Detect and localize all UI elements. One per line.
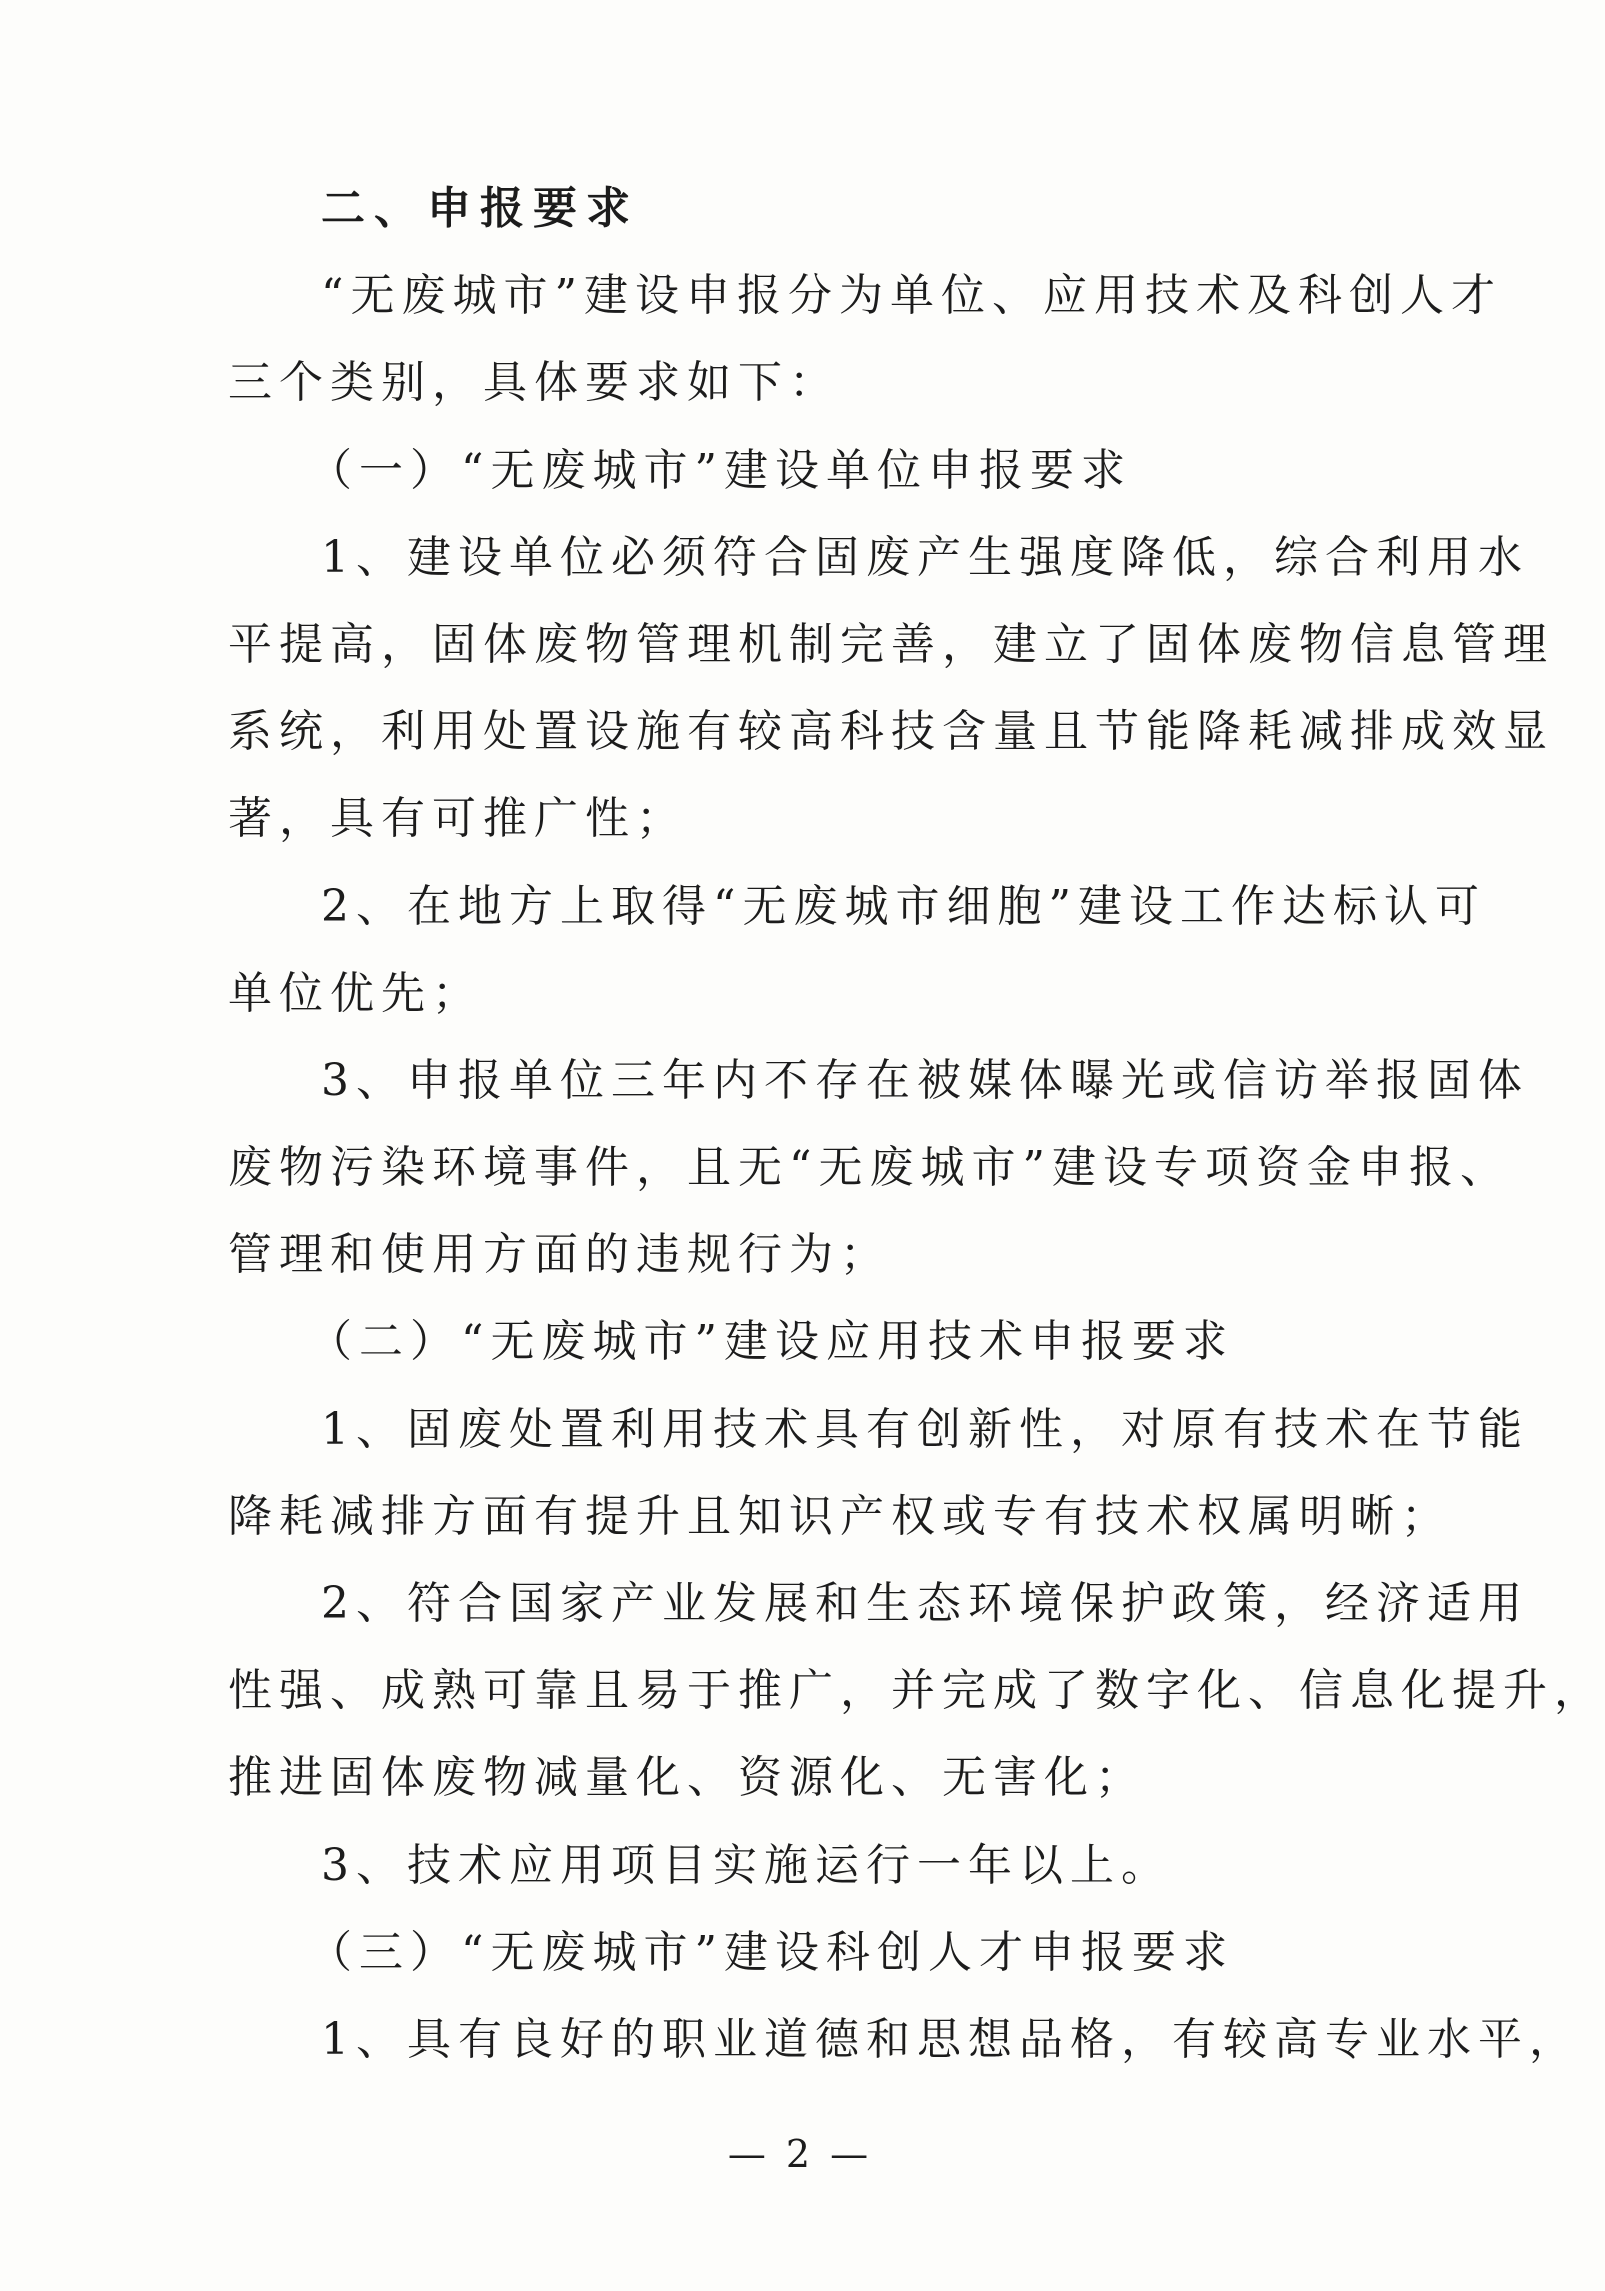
paragraph-line: 3、申报单位三年内不存在被媒体曝光或信访举报固体 xyxy=(321,1054,1529,1106)
paragraph-line: 1、固废处置利用技术具有创新性，对原有技术在节能 xyxy=(321,1403,1529,1455)
paragraph-line: 2、符合国家产业发展和生态环境保护政策，经济适用 xyxy=(321,1578,1529,1629)
paragraph-line: 平提高，固体废物管理机制完善，建立了固体废物信息管理 xyxy=(228,618,1554,670)
subsection-heading: （二）“无废城市”建设应用技术申报要求 xyxy=(308,1316,1234,1368)
intro-line: “无废城市”建设申报分为单位、应用技术及科创人才 xyxy=(321,270,1502,322)
paragraph-line: 推进固体废物减量化、资源化、无害化； xyxy=(228,1752,1146,1804)
subsection-heading: （一）“无废城市”建设单位申报要求 xyxy=(308,444,1132,496)
paragraph-line: 2、在地方上取得“无废城市细胞”建设工作达标认可 xyxy=(321,880,1486,932)
paragraph-line: 3、技术应用项目实施运行一年以上。 xyxy=(321,1839,1172,1891)
paragraph-line: 1、建设单位必须符合固废产生强度降低，综合利用水 xyxy=(321,531,1529,583)
paragraph-line: 单位优先； xyxy=(228,967,483,1019)
paragraph-line: 著，具有可推广性； xyxy=(228,793,687,845)
paragraph-line: 管理和使用方面的违规行为； xyxy=(228,1229,891,1281)
page-number: — 2 — xyxy=(727,2132,873,2176)
paragraph-line: 系统，利用处置设施有较高科技含量且节能降耗减排成效显 xyxy=(228,706,1554,758)
section-heading: 二、申报要求 xyxy=(321,183,639,234)
body-text xyxy=(228,165,1605,2083)
paragraph-line: 1、具有良好的职业道德和思想品格，有较高专业水平， xyxy=(321,2013,1580,2065)
intro-line: 三个类别，具体要求如下： xyxy=(228,357,840,409)
paragraph-line: 废物污染环境事件，且无“无废城市”建设专项资金申报、 xyxy=(228,1142,1511,1194)
paragraph-line: 性强、成熟可靠且易于推广，并完成了数字化、信息化提升， xyxy=(228,1665,1605,1717)
paragraph-line: 降耗减排方面有提升且知识产权或专有技术权属明晰； xyxy=(228,1490,1452,1542)
subsection-heading: （三）“无废城市”建设科创人才申报要求 xyxy=(308,1926,1234,1978)
